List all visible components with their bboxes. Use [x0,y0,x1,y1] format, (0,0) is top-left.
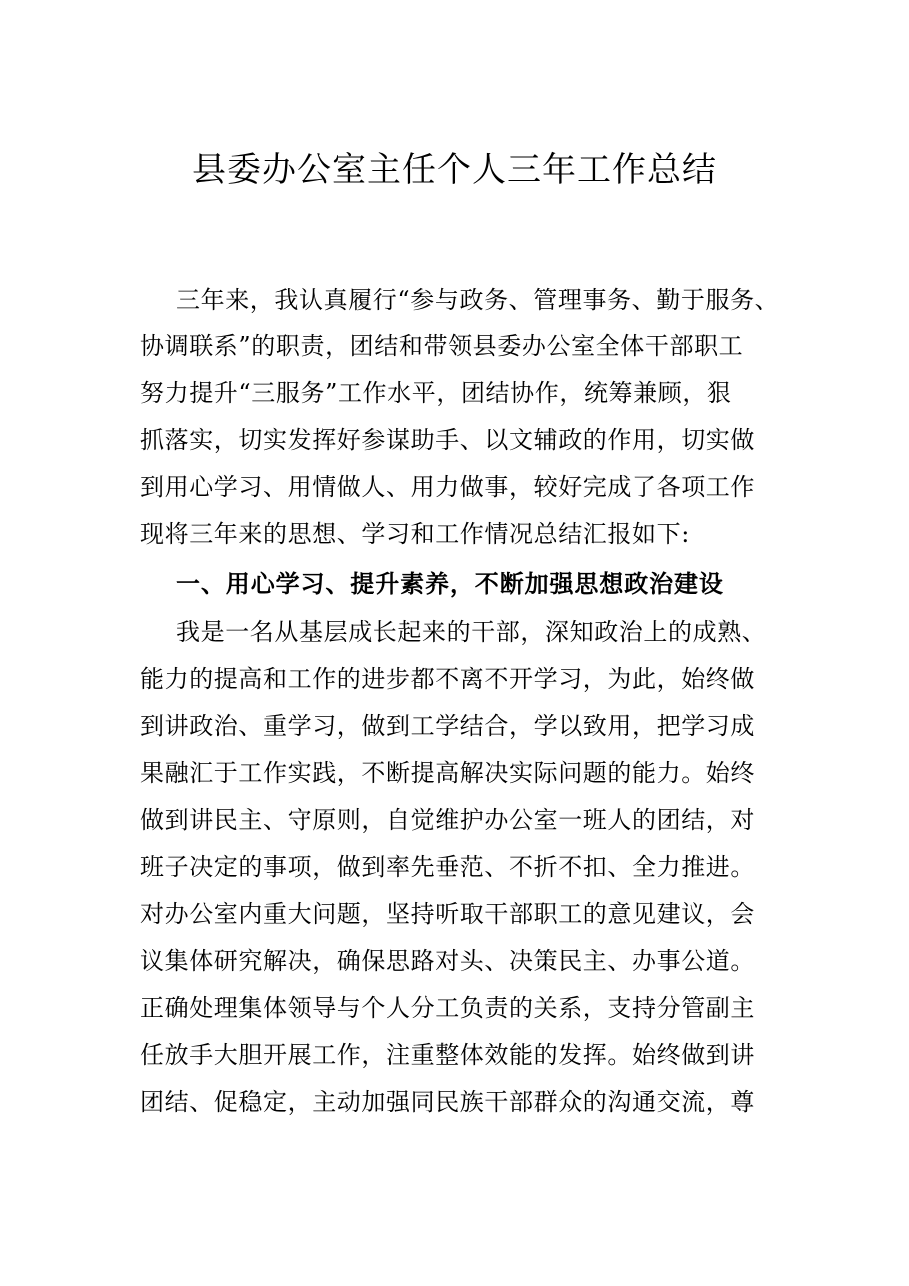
document-title: 县委办公室主任个人三年工作总结 [192,150,717,190]
paragraph-line: 议集体研究解决，确保思路对头、决策民主、办事公道。 [140,947,755,975]
section-heading: 一、用心学习、提升素养，不断加强思想政治建设 [176,569,724,598]
paragraph-line: 能力的提高和工作的进步都不离不开学习，为此，始终做 [140,665,755,693]
paragraph-line: 班子决定的事项，做到率先垂范、不折不扣、全力推进。 [140,853,755,881]
paragraph-line: 抓落实，切实发挥好参谋助手、以文辅政的作用，切实做 [140,426,755,454]
paragraph-line: 对办公室内重大问题，坚持听取干部职工的意见建议，会 [140,900,755,928]
paragraph-line: 我是一名从基层成长起来的干部，深知政治上的成熟、 [176,618,767,646]
paragraph-line: 果融汇于工作实践，不断提高解决实际问题的能力。始终 [140,759,755,787]
paragraph-line: 团结、促稳定，主动加强同民族干部群众的沟通交流，尊 [140,1088,755,1116]
paragraph-line: 三年来，我认真履行“参与政务、管理事务、勤于服务、 [176,286,780,314]
paragraph-line: 到讲政治、重学习，做到工学结合，学以致用，把学习成 [140,712,755,740]
paragraph-line: 努力提升“三服务”工作水平，团结协作，统筹兼顾，狠 [140,379,732,407]
paragraph-line: 任放手大胆开展工作，注重整体效能的发挥。始终做到讲 [140,1041,755,1069]
paragraph-line: 做到讲民主、守原则，自觉维护办公室一班人的团结，对 [140,806,755,834]
paragraph-line: 协调联系”的职责，团结和带领县委办公室全体干部职工 [140,332,744,360]
paragraph-line: 到用心学习、用情做人、用力做事，较好完成了各项工作 [140,473,755,501]
paragraph-line: 现将三年来的思想、学习和工作情况总结汇报如下: [140,520,690,548]
paragraph-line: 正确处理集体领导与个人分工负责的关系，支持分管副主 [140,994,755,1022]
